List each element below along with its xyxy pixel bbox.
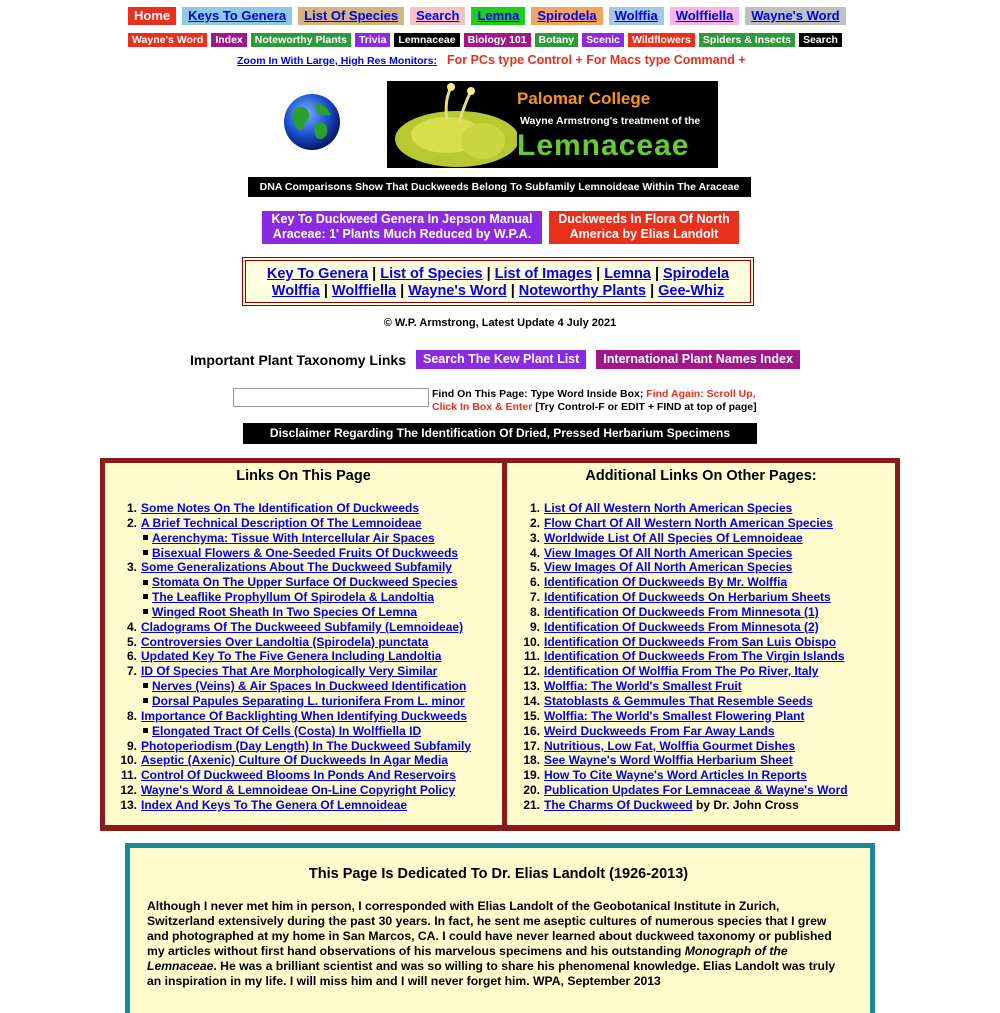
banner-family: Lemnaceae — [517, 129, 690, 162]
list-link[interactable]: Stomata On The Upper Surface Of Duckweed Species — [152, 575, 458, 590]
list-link[interactable]: Identification Of Duckweeds On Herbarium Sheets — [544, 590, 831, 605]
nav-keys-to-genera[interactable]: Keys To Genera — [182, 7, 292, 25]
list-number: 8. — [126, 708, 137, 723]
subnav-biology-101[interactable]: Biology 101 — [464, 33, 531, 47]
list-number: 4. — [529, 545, 540, 560]
nav-lemna[interactable]: Lemna — [471, 7, 525, 25]
list-item — [105, 590, 502, 605]
nav-search[interactable]: Search — [410, 7, 465, 25]
separator: | — [486, 266, 491, 282]
list-item — [105, 501, 502, 516]
list-item — [105, 798, 502, 813]
list-link[interactable]: Photoperiodism (Day Length) In The Duckweed Subfamily — [141, 738, 472, 753]
nav-list-of-species[interactable]: List Of Species — [298, 7, 404, 25]
list-link[interactable]: Publication Updates For Lemnaceae & Wayne's Word — [544, 783, 848, 798]
list-item — [105, 560, 502, 575]
banner-treatment: Wayne Armstrong's treatment of the — [520, 115, 701, 127]
list-number: 12. — [120, 783, 137, 798]
list-number: 10. — [120, 753, 137, 768]
dedication-title: This Page Is Dedicated To Dr. Elias Landolt (1926-2013) — [308, 866, 689, 882]
quick-link-wayne-s-word[interactable]: Wayne's Word — [408, 283, 507, 299]
nav-wayne-s-word[interactable]: Wayne's Word — [745, 7, 845, 25]
list-item — [105, 635, 502, 650]
dedication-inner — [130, 848, 870, 1013]
quick-link-key-to-genera[interactable]: Key To Genera — [266, 266, 369, 282]
bullet-icon — [143, 580, 148, 585]
list-number: 7. — [126, 664, 137, 679]
zoom-row — [237, 53, 746, 67]
zoom-instructions: For PCs type Control + For Macs type Command + — [446, 53, 746, 67]
taxonomy-links — [190, 350, 800, 369]
list-item — [105, 605, 502, 620]
taxonomy-label: Important Plant Taxonomy Links — [190, 351, 406, 368]
list-number: 2. — [126, 515, 137, 530]
list-item — [507, 679, 895, 694]
list-item — [507, 531, 895, 546]
dedication-monograph: Monograph of the Lemnaceae — [147, 944, 788, 973]
list-number: 17. — [523, 738, 540, 753]
list-number: 15. — [523, 708, 540, 723]
list-link[interactable]: Identification Of Duckweeds From The Virgin Islands — [544, 649, 845, 664]
links-other-pages-column — [507, 463, 895, 825]
separator: | — [650, 283, 655, 299]
list-link[interactable]: How To Cite Wayne's Word Articles In Reports — [544, 768, 807, 783]
subnav-lemnaceae[interactable]: Lemnaceae — [394, 33, 459, 47]
list-number: 1. — [126, 501, 137, 515]
list-link[interactable]: Some Generalizations About The Duckweed Subfamily — [141, 560, 452, 575]
nav-wolffiella[interactable]: Wolffiella — [670, 7, 740, 25]
bullet-icon — [143, 728, 148, 733]
list-link[interactable]: Control Of Duckweed Blooms In Ponds And Reservoirs — [141, 768, 456, 783]
separator: | — [654, 266, 660, 282]
subnav-noteworthy-plants[interactable]: Noteworthy Plants — [251, 33, 351, 47]
list-number: 9. — [126, 738, 137, 753]
links-other-pages-title: Additional Links On Other Pages: — [585, 468, 817, 484]
subnav-scenic[interactable]: Scenic — [582, 33, 624, 47]
list-number: 8. — [529, 604, 540, 619]
list-item — [105, 620, 502, 635]
quick-link-wolffiella[interactable]: Wolffiella — [331, 283, 397, 299]
list-link[interactable]: See Wayne's Word Wolffia Herbarium Sheet — [544, 753, 793, 768]
list-item — [507, 590, 895, 605]
quick-link-gee-whiz[interactable]: Gee-Whiz — [658, 283, 725, 299]
list-link[interactable]: Aseptic (Axenic) Culture Of Duckweeds In Agar Media — [141, 753, 448, 768]
list-item — [507, 560, 895, 575]
separator: | — [400, 283, 405, 299]
list-number: 3. — [529, 530, 540, 545]
list-item — [105, 709, 502, 724]
list-item — [105, 664, 502, 679]
list-item — [507, 724, 895, 739]
dedication-text-2: . He was a brilliant scientist and was so willing to share his phenomenal knowledge. Elias Landolt was truly an inspiration in my life. I will miss him and I will never forget him. WPA, September 2013 — [147, 959, 836, 988]
list-item — [105, 531, 502, 546]
list-item — [507, 546, 895, 561]
find-instructions — [432, 388, 792, 414]
list-suffix: by Dr. John Cross — [692, 797, 799, 812]
bullet-icon — [143, 535, 148, 540]
flora-north-america-link[interactable] — [549, 211, 739, 244]
jepson-key-link[interactable] — [262, 211, 542, 244]
separator: | — [372, 266, 377, 282]
list-link[interactable]: Elongated Tract Of Cells (Costa) In Wolffiella ID — [152, 723, 422, 738]
list-link[interactable]: View Images Of All North American Species — [544, 545, 793, 560]
subnav-search[interactable]: Search — [799, 33, 842, 47]
nav-home[interactable]: Home — [128, 7, 176, 25]
list-item — [507, 694, 895, 709]
subnav-wildflowers[interactable]: Wildflowers — [628, 33, 695, 47]
subnav-index[interactable]: Index — [211, 33, 246, 47]
list-link[interactable]: Flow Chart Of All Western North American Species — [544, 515, 833, 530]
find-click: Click In Box & Enter — [432, 401, 533, 413]
quick-links-row — [246, 266, 750, 283]
separator: | — [323, 283, 328, 299]
list-link[interactable]: Identification Of Duckweeds From Minnesota (2) — [544, 619, 819, 634]
list-item — [507, 739, 895, 754]
duckweed-image — [387, 81, 517, 168]
list-item — [507, 605, 895, 620]
list-item — [507, 635, 895, 650]
bullet-icon — [143, 683, 148, 688]
links-this-page-title: Links On This Page — [236, 468, 371, 484]
flora-line2: America by Elias Landolt — [569, 227, 719, 241]
list-number: 3. — [126, 560, 137, 575]
list-link[interactable]: Aerenchyma: Tissue With Intercellular Air Spaces — [152, 530, 435, 545]
dedication-box — [125, 843, 875, 1013]
find-suffix: [Try Control-F or EDIT + FIND at top of page] — [532, 401, 757, 413]
subnav-spiders-insects[interactable]: Spiders & Insects — [699, 33, 795, 47]
list-link[interactable]: A Brief Technical Description Of The Lemnoideae — [141, 515, 422, 530]
list-number: 18. — [523, 753, 540, 768]
list-link[interactable]: Some Notes On The Identification Of Duckweeds — [141, 501, 420, 515]
list-item — [507, 501, 895, 516]
disclaimer-link[interactable]: Disclaimer Regarding The Identification Of Dried, Pressed Herbarium Specimens — [243, 423, 757, 444]
nav-spirodela[interactable]: Spirodela — [531, 7, 602, 25]
list-number: 5. — [529, 560, 540, 575]
list-item — [507, 798, 895, 813]
subnav-trivia[interactable]: Trivia — [355, 33, 390, 47]
list-number: 14. — [523, 693, 540, 708]
list-item — [507, 620, 895, 635]
links-this-page-column — [105, 463, 502, 825]
separator: | — [510, 283, 515, 299]
secondary-nav — [128, 33, 842, 47]
list-link[interactable]: View Images Of All North American Species — [544, 560, 793, 575]
list-item — [105, 783, 502, 798]
list-link[interactable]: Identification Of Duckweeds From Minnesota (1) — [544, 604, 819, 619]
list-number: 10. — [523, 634, 540, 649]
zoom-link[interactable]: Zoom In With Large, High Res Monitors: — [237, 55, 437, 67]
list-link[interactable]: Wayne's Word & Lemnoideae On-Line Copyright Policy — [141, 783, 456, 798]
list-item — [507, 575, 895, 590]
list-number: 7. — [529, 590, 540, 605]
list-link[interactable]: Statoblasts & Gemmules That Resemble Seeds — [544, 693, 813, 708]
list-link[interactable]: Cladograms Of The Duckweeed Subfamily (Lemnoideae) — [141, 619, 464, 634]
list-number: 5. — [126, 634, 137, 649]
bullet-icon — [143, 594, 148, 599]
list-number: 13. — [523, 679, 540, 694]
list-item — [105, 679, 502, 694]
list-link[interactable]: Controversies Over Landoltia (Spirodela) punctata — [141, 634, 429, 649]
list-number: 12. — [523, 664, 540, 679]
list-item — [507, 768, 895, 783]
find-again: Find Again: Scroll Up, — [646, 388, 756, 400]
primary-nav — [128, 7, 846, 25]
list-number: 9. — [529, 619, 540, 634]
list-number: 16. — [523, 723, 540, 738]
bullet-icon — [143, 550, 148, 555]
lemnaceae-banner — [387, 81, 718, 168]
list-link[interactable]: Importance Of Backlighting When Identifying Duckweeds — [141, 708, 468, 723]
list-link[interactable]: Wolffia: The World's Smallest Fruit — [544, 679, 742, 694]
list-number: 11. — [120, 768, 137, 783]
list-link[interactable]: Updated Key To The Five Genera Including Landoltia — [141, 649, 442, 664]
links-this-page-list — [105, 501, 502, 813]
list-item — [105, 753, 502, 768]
nav-wolffia[interactable]: Wolffia — [609, 7, 664, 25]
list-item — [105, 546, 502, 561]
list-link[interactable]: Bisexual Flowers & One-Seeded Fruits Of Duckweeds — [152, 545, 459, 560]
quick-link-noteworthy-plants[interactable]: Noteworthy Plants — [518, 283, 647, 299]
list-item — [507, 783, 895, 798]
list-item — [105, 694, 502, 709]
kew-plant-list-button[interactable]: Search The Kew Plant List — [416, 350, 586, 369]
list-item — [507, 649, 895, 664]
copyright-notice: © W.P. Armstrong, Latest Update 4 July 2021 — [383, 317, 617, 329]
list-link[interactable]: Wolffia: The World's Smallest Flowering Plant — [544, 708, 805, 723]
list-number: 4. — [126, 619, 137, 634]
list-link[interactable]: Index And Keys To The Genera Of Lemnoideae — [141, 797, 408, 812]
quick-link-spirodela[interactable]: Spirodela — [663, 266, 730, 282]
list-item — [507, 709, 895, 724]
subnav-botany[interactable]: Botany — [535, 33, 579, 47]
list-link[interactable]: Identification Of Duckweeds From San Luis Obispo — [544, 634, 837, 649]
list-link[interactable]: Worldwide List Of All Species Of Lemnoideae — [544, 530, 803, 545]
list-link[interactable]: Identification Of Duckweeds By Mr. Wolffia — [544, 575, 788, 590]
bullet-icon — [143, 609, 148, 614]
quick-link-lemna[interactable]: Lemna — [604, 266, 651, 282]
list-item — [105, 575, 502, 590]
banner-college: Palomar College — [517, 89, 651, 108]
list-number: 19. — [523, 768, 540, 783]
quick-link-list-of-images[interactable]: List of Images — [494, 266, 593, 282]
list-item — [507, 664, 895, 679]
list-item — [507, 753, 895, 768]
subnav-wayne-s-word[interactable]: Wayne's Word — [128, 33, 207, 47]
list-link[interactable]: ID Of Species That Are Morphologically Very Similar — [141, 664, 438, 679]
list-link[interactable]: The Charms Of Duckweed — [544, 797, 693, 812]
dna-comparison-link[interactable]: DNA Comparisons Show That Duckweeds Belong To Subfamily Lemnoideae Within The Araceae — [248, 177, 751, 197]
list-number: 11. — [523, 649, 540, 664]
globe-icon[interactable] — [283, 93, 341, 151]
list-item — [105, 739, 502, 754]
list-link[interactable]: Nutritious, Low Fat, Wolffia Gourmet Dishes — [544, 738, 796, 753]
list-number: 13. — [120, 797, 137, 812]
list-number: 21. — [523, 797, 540, 812]
links-other-pages-list — [507, 501, 895, 813]
list-link[interactable]: Dorsal Papules Separating L. turionifera From L. minor — [152, 693, 465, 708]
flora-line1: Duckweeds In Flora Of North — [558, 212, 730, 226]
jepson-key-line2: Araceae: 1' Plants Much Reduced by W.P.A. — [272, 227, 532, 241]
separator: | — [596, 266, 601, 282]
list-link[interactable]: Nerves (Veins) & Air Spaces In Duckweed Identification — [152, 679, 467, 694]
list-number: 1. — [529, 501, 540, 515]
quick-link-wolffia[interactable]: Wolffia — [271, 283, 320, 299]
list-number: 20. — [523, 783, 540, 798]
dedication-body — [147, 899, 850, 989]
bullet-icon — [143, 698, 148, 703]
jepson-key-line1: Key To Duckweed Genera In Jepson Manual — [271, 212, 533, 226]
list-link[interactable]: Identification Of Wolffia From The Po River, Italy — [544, 664, 819, 679]
list-item — [105, 724, 502, 739]
list-link[interactable]: Winged Root Sheath In Two Species Of Lemna — [152, 604, 418, 619]
find-prefix: Find On This Page: Type Word Inside Box; — [432, 388, 647, 400]
list-number: 6. — [529, 575, 540, 590]
quick-links-row — [246, 283, 750, 300]
list-link[interactable]: The Leaflike Prophyllum Of Spirodela & Landoltia — [152, 590, 435, 605]
quick-link-list-of-species[interactable]: List of Species — [380, 266, 483, 282]
list-number: 2. — [529, 515, 540, 530]
find-on-page-input[interactable] — [233, 388, 429, 407]
links-table — [100, 458, 900, 831]
quick-links-box — [242, 257, 754, 306]
list-number: 6. — [126, 649, 137, 664]
list-link[interactable]: List Of All Western North American Species — [544, 501, 793, 515]
list-item — [105, 649, 502, 664]
list-link[interactable]: Weird Duckweeds From Far Away Lands — [544, 723, 775, 738]
list-item — [507, 516, 895, 531]
list-item — [105, 768, 502, 783]
list-item — [105, 516, 502, 531]
dedication-text-1: Although I never met him in person, I corresponded with Elias Landolt of the Geobotanical Institute in Zurich, Switzerland extensively during the past 30 years. In fact, he sent me aseptic cultures of numerous species that I grew and photographed at my home in San Marcos, CA. I could have never learned about duckweed taxonomy or published my articles without first hand observations of his marvelous specimens and his outstanding — [147, 899, 832, 958]
ipni-button[interactable]: International Plant Names Index — [596, 350, 800, 369]
